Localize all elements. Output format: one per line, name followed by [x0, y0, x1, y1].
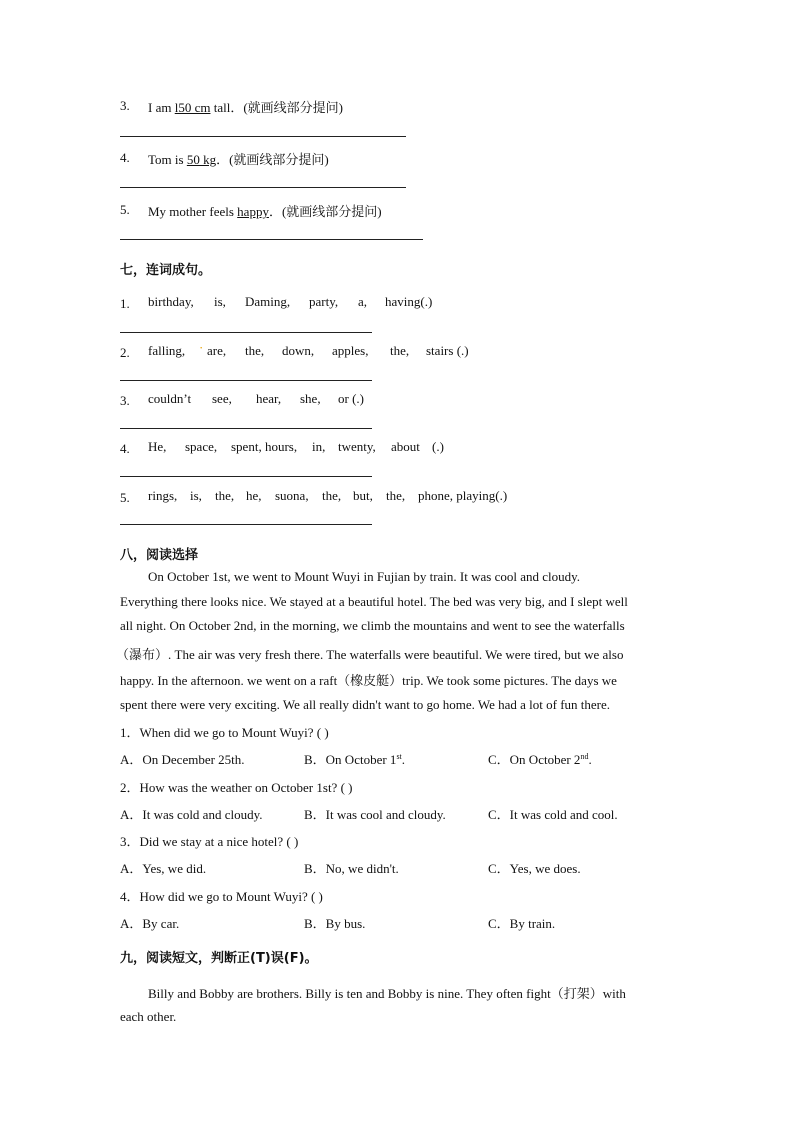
word: party,	[309, 294, 339, 309]
word: suona,	[275, 488, 309, 503]
option-a[interactable]: A．It was cold and cloudy.	[120, 807, 263, 822]
word: the,	[322, 488, 342, 503]
passage-line: all night. On October 2nd, in the morning, we climb the mountains and went to see the waterfalls	[120, 618, 625, 633]
section-heading: 八，阅读选择	[120, 548, 199, 563]
underlined-part: 50 kg	[186, 152, 217, 167]
question-number: 2.	[120, 345, 130, 360]
underlined-part: happy	[237, 204, 269, 219]
word: falling,	[148, 343, 186, 358]
word: but,	[353, 488, 373, 503]
word: twenty,	[338, 439, 376, 454]
word: the,	[386, 488, 406, 503]
word: hear,	[256, 391, 282, 406]
word: space,	[185, 439, 218, 454]
option-c[interactable]: C．By train.	[488, 916, 556, 931]
word: the,	[245, 343, 265, 358]
option-a[interactable]: A．On December 25th.	[120, 752, 245, 767]
word: birthday,	[148, 294, 194, 309]
word: he,	[246, 488, 262, 503]
word: are,	[207, 343, 227, 358]
word: the,	[390, 343, 410, 358]
stray-mark: ·	[199, 340, 204, 355]
word: rings,	[148, 488, 178, 503]
question-number: 5.	[120, 490, 130, 505]
question-text: Tom is 50 kg．(就画线部分提问)	[148, 152, 329, 167]
word: stairs (.)	[426, 343, 469, 358]
option-c[interactable]: C．On October 2nd.	[488, 752, 592, 767]
answer-line[interactable]	[120, 476, 372, 477]
word: about	[391, 439, 420, 454]
passage-line: each other.	[120, 1009, 177, 1024]
answer-line[interactable]	[120, 332, 372, 333]
word: in,	[312, 439, 326, 454]
word: she,	[300, 391, 321, 406]
option-c[interactable]: C．It was cold and cool.	[488, 807, 618, 822]
option-b[interactable]: B．By bus.	[304, 916, 366, 931]
section-heading: 七，连词成句。	[120, 263, 212, 278]
passage-line: spent there were very exciting. We all really didn't want to go home. We had a lot of fun there.	[120, 697, 611, 712]
word: is,	[190, 488, 202, 503]
word: is,	[214, 294, 226, 309]
question-number: 3.	[120, 98, 130, 113]
answer-line[interactable]	[120, 187, 406, 188]
answer-line[interactable]	[120, 380, 372, 381]
passage-line: Everything there looks nice. We stayed at a beautiful hotel. The bed was very big, and I slept well	[120, 594, 628, 609]
option-a[interactable]: A．Yes, we did.	[120, 861, 207, 876]
question-text: My mother feels happy．(就画线部分提问)	[148, 204, 382, 219]
word: Daming,	[245, 294, 291, 309]
passage-line: Billy and Bobby are brothers. Billy is ten and Bobby is nine. They often fight（打架）with	[148, 986, 626, 1001]
option-b[interactable]: B．It was cool and cloudy.	[304, 807, 446, 822]
word: the,	[215, 488, 235, 503]
word: see,	[212, 391, 232, 406]
word: or (.)	[338, 391, 364, 406]
passage-line: （瀑布）. The air was very fresh there. The waterfalls were beautiful. We were tired, but we also	[116, 647, 624, 662]
question-text: 2．How was the weather on October 1st? ( )	[120, 780, 353, 795]
word: having(.)	[385, 294, 433, 309]
question-text: 4．How did we go to Mount Wuyi? ( )	[120, 889, 323, 904]
answer-line[interactable]	[120, 239, 423, 240]
question-number: 1.	[120, 296, 130, 311]
word: spent, hours,	[231, 439, 298, 454]
word: apples,	[332, 343, 369, 358]
word: down,	[282, 343, 315, 358]
underlined-part: l50 cm	[174, 100, 211, 115]
answer-line[interactable]	[120, 524, 372, 525]
option-b[interactable]: B．On October 1st.	[304, 752, 406, 767]
word: a,	[358, 294, 368, 309]
question-number: 4.	[120, 150, 130, 165]
word: (.)	[432, 439, 444, 454]
question-number: 3.	[120, 393, 130, 408]
answer-line[interactable]	[120, 136, 406, 137]
question-text: 3．Did we stay at a nice hotel? ( )	[120, 834, 299, 849]
question-number: 4.	[120, 441, 130, 456]
option-a[interactable]: A．By car.	[120, 916, 180, 931]
word: couldn’t	[148, 391, 192, 406]
question-text: 1．When did we go to Mount Wuyi? ( )	[120, 725, 329, 740]
word: He,	[148, 439, 167, 454]
passage-line: On October 1st, we went to Mount Wuyi in Fujian by train. It was cool and cloudy.	[148, 569, 581, 584]
section-heading: 九，阅读短文，判断正(T)误(F)。	[120, 951, 318, 966]
passage-line: happy. In the afternoon. we went on a raft（橡皮艇）trip. We took some pictures. The days we	[120, 673, 617, 688]
word: phone, playing(.)	[418, 488, 508, 503]
question-number: 5.	[120, 202, 130, 217]
question-text: I am l50 cm tall．(就画线部分提问)	[148, 100, 343, 115]
answer-line[interactable]	[120, 428, 372, 429]
option-b[interactable]: B．No, we didn't.	[304, 861, 399, 876]
option-c[interactable]: C．Yes, we does.	[488, 861, 581, 876]
